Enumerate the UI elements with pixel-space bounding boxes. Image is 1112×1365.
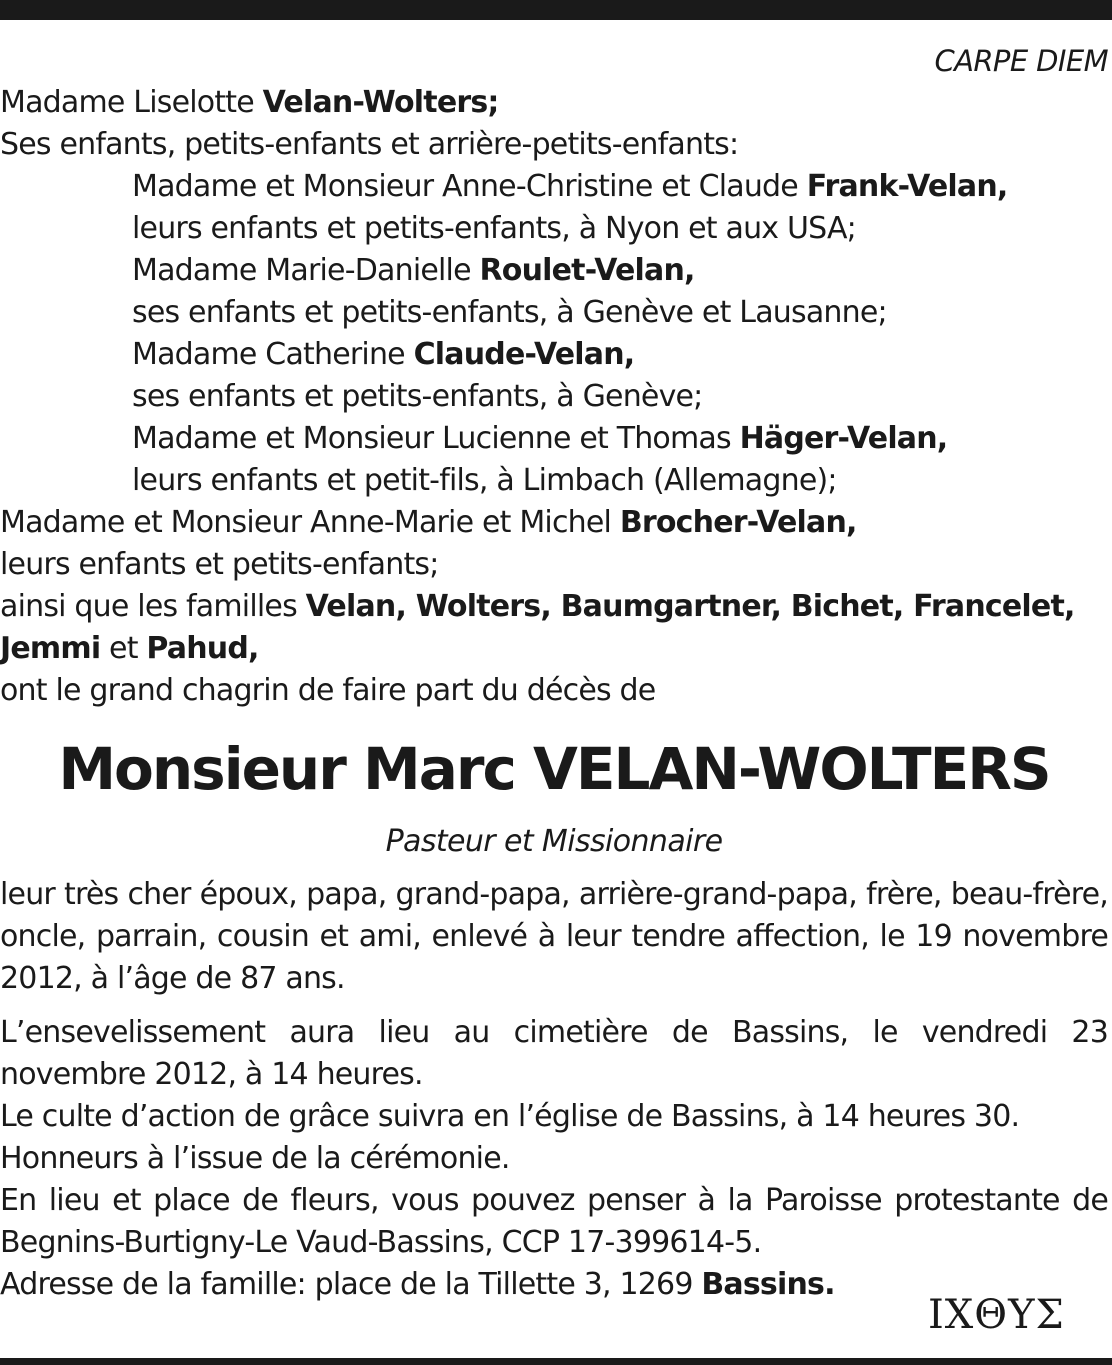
motto: CARPE DIEM [934, 44, 1108, 78]
family-surname: Frank-Velan, [806, 169, 1008, 204]
family-line-text: ont le grand chagrin de faire part du décès de [0, 673, 656, 708]
family-surname: Pahud, [146, 631, 259, 666]
family-line [0, 586, 1108, 628]
bottom-rule [0, 1358, 1112, 1365]
deceased-name: Monsieur Marc VELAN-WOLTERS [58, 735, 1050, 803]
family-line-text: ses enfants et petits-enfants, à Genève; [132, 379, 703, 414]
address-text: Adresse de la famille: place de la Tillette 3, 1269 [0, 1267, 702, 1302]
service-line: Le culte d’action de grâce suivra en l’église de Bassins, à 14 heures 30. [0, 1099, 1020, 1134]
family-line-text: leurs enfants et petit-fils, à Limbach (Allemagne); [132, 463, 837, 498]
family-line [0, 376, 1108, 418]
family-surname: Claude-Velan, [413, 337, 635, 372]
family-line [0, 670, 1108, 712]
tribute-paragraph: leur très cher époux, papa, grand-papa, arrière-grand-papa, frère, beau-frère, oncle, parrain, cousin et ami, enlevé à leur tendre affection, le 19 novembre 2012, à l’âge de 87 ans. [0, 877, 1108, 996]
family-surname: Häger-Velan, [739, 421, 948, 456]
family-surname: Velan-Wolters; [262, 85, 499, 120]
family-line [0, 292, 1108, 334]
family-surname: Roulet-Velan, [479, 253, 695, 288]
family-line-text: Madame Catherine [132, 337, 414, 372]
honours-line: Honneurs à l’issue de la cérémonie. [0, 1141, 510, 1176]
family-line-text: Madame Liselotte [0, 85, 263, 120]
family-line-text: Madame et Monsieur Anne-Marie et Michel [0, 505, 620, 540]
family-line-text: ainsi que les familles [0, 589, 306, 624]
family-line-text: Madame Marie-Danielle [132, 253, 480, 288]
family-line-text: et [100, 631, 147, 666]
family-line [0, 166, 1108, 208]
top-rule [0, 0, 1112, 20]
family-line [0, 460, 1108, 502]
burial-paragraph: L’ensevelissement aura lieu au cimetière de Bassins, le vendredi 23 novembre 2012, à 14 heures. [0, 1015, 1108, 1092]
family-line-text: leurs enfants et petits-enfants, à Nyon et aux USA; [132, 211, 856, 246]
ichthys-symbol: ΙΧΘΥΣ [928, 1292, 1065, 1338]
family-surname: Velan, Wolters, Baumgartner, Bichet, Francelet, [305, 589, 1075, 624]
deceased-title: Pasteur et Missionnaire [385, 824, 723, 859]
family-line-text: Madame et Monsieur Lucienne et Thomas [132, 421, 740, 456]
family-line [0, 250, 1108, 292]
donation-paragraph: En lieu et place de fleurs, vous pouvez penser à la Paroisse protestante de Begnins-Burtigny-Le Vaud-Bassins, CCP 17-399614-5. [0, 1183, 1108, 1260]
family-line [0, 544, 1108, 586]
family-line [0, 124, 1108, 166]
family-line [0, 418, 1108, 460]
family-line [0, 208, 1108, 250]
address-town: Bassins. [701, 1267, 835, 1302]
family-line-text: Madame et Monsieur Anne-Christine et Claude [132, 169, 807, 204]
family-line-text: ses enfants et petits-enfants, à Genève et Lausanne; [132, 295, 887, 330]
family-line-text: leurs enfants et petits-enfants; [0, 547, 439, 582]
family-line [0, 82, 1108, 124]
family-line [0, 334, 1108, 376]
family-surname: Brocher-Velan, [619, 505, 857, 540]
family-line-text: Ses enfants, petits-enfants et arrière-petits-enfants: [0, 127, 739, 162]
family-line [0, 502, 1108, 544]
family-line [0, 628, 1108, 670]
obituary-notice [0, 40, 1108, 1306]
family-surname: Jemmi [0, 631, 101, 666]
